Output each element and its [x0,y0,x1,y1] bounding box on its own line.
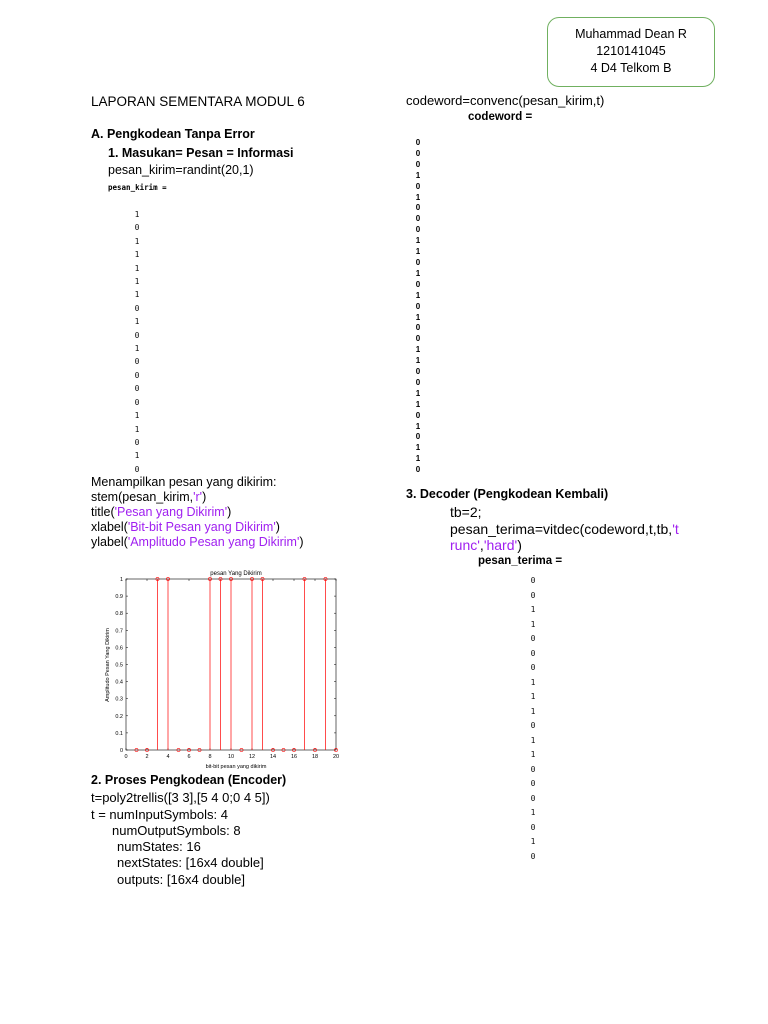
pesan-terima-value: 0 [530,576,536,585]
codeword-value: 1 [415,236,421,246]
codeword-value: 0 [415,432,421,442]
pesan-terima-value: 0 [530,822,536,832]
code-stem [91,490,206,504]
codeword-value: 0 [415,323,421,333]
code-stem-arg: 'r' [193,490,203,504]
chart-xtick-label: 14 [269,754,277,760]
code-ylabel-close: ) [299,535,304,549]
pesan-terima-value: 0 [530,779,536,788]
pesan-kirim-value: 1 [134,210,140,219]
section-a-item1: 1. Masukan= Pesan = Informasi [108,146,294,160]
code-xlabel-arg: 'Bit-bit Pesan yang Dikirim' [127,520,276,534]
pesan-terima-value: 1 [530,750,536,759]
codeword-value: 1 [415,345,421,355]
pesan-kirim-value: 0 [134,437,140,447]
code-vitdec-fn: pesan_terima=vitdec(codeword,t,tb, [450,521,673,537]
pesan-terima-value: 0 [530,634,536,643]
pesan-terima-value: 0 [530,764,536,774]
code-vitdec-arg2: 'hard' [483,537,518,553]
code-title-close: ) [227,505,232,519]
codeword-value: 1 [415,170,421,180]
pesan-kirim-label: pesan_kirim = [108,183,167,192]
code-ylabel-fn: ylabel( [91,535,128,549]
pesan-terima-value: 1 [530,837,536,846]
pesan-kirim-value: 0 [134,397,140,407]
pesan-terima-value: 1 [530,605,536,614]
codeword-value: 0 [415,225,421,235]
codeword-value: 1 [415,268,421,278]
pesan-terima-value: 1 [530,692,536,701]
code-title [91,505,231,519]
pesan-kirim-value: 1 [134,250,140,260]
pesan-kirim-value: 0 [134,464,140,474]
codeword-label: codeword = [468,111,533,123]
pesan-kirim-values [131,208,143,476]
chart-ytick-label: 0.8 [115,611,123,618]
chart-ytick-label: 0.2 [115,713,123,720]
pesan-terima-value: 1 [530,677,536,687]
codeword-value: 1 [415,356,421,366]
chart-xtick-label: 20 [332,754,340,760]
stem-intro: Menampilkan pesan yang dikirim: [91,475,277,489]
chart-xtick-label: 16 [290,754,298,760]
pesan-terima-value: 0 [530,851,536,861]
pesan-kirim-value: 1 [134,451,140,461]
code-stem-fn: stem(pesan_kirim, [91,490,194,504]
codeword-value: 0 [415,367,421,377]
codeword-value: 1 [415,421,421,431]
pesan-terima-value: 0 [530,721,536,730]
pesan-terima-label: pesan_terima = [478,555,563,567]
pesan-terima-value: 0 [530,648,536,658]
trellis-line-1: t = numInputSymbols: 4 [91,807,228,822]
pesan-terima-value: 0 [530,793,536,803]
code-vitdec-cont [450,537,522,553]
pesan-terima-value: 0 [530,590,536,600]
codeword-value: 1 [415,312,421,322]
code-vitdec [450,521,679,537]
code-xlabel-fn: xlabel( [91,520,128,534]
chart-xtick-label: 4 [166,754,170,760]
section-3-heading: 3. Decoder (Pengkodean Kembali) [406,487,609,501]
codeword-value: 0 [415,148,421,158]
code-title-fn: title( [91,505,115,519]
chart-xtick-label: 2 [145,754,149,760]
chart-title: pesan Yang Dikirim [210,571,262,577]
code-ylabel-arg: 'Amplitudo Pesan yang Dikirim' [127,535,300,549]
pesan-kirim-value: 1 [134,344,140,354]
codeword-value: 0 [415,181,421,191]
codeword-value: 1 [415,192,421,202]
chart-ytick-label: 0.7 [115,628,123,635]
section-2-heading: 2. Proses Pengkodean (Encoder) [91,773,287,787]
author-box [547,17,715,87]
pesan-kirim-value: 1 [134,317,140,327]
code-ylabel [91,535,304,549]
author-nim: 1210141045 [596,44,666,58]
trellis-line-4: nextStates: [16x4 double] [117,855,264,870]
pesan-terima-value: 1 [530,735,536,745]
codeword-value: 0 [415,465,421,475]
codeword-value: 0 [415,138,421,147]
pesan-terima-value: 1 [530,808,536,817]
chart-ytick-label: 0.9 [115,594,123,601]
chart-ytick-label: 0.6 [115,645,123,652]
pesan-kirim-value: 1 [134,236,140,246]
pesan-kirim-value: 1 [134,424,140,434]
chart-xtick-label: 18 [311,754,319,760]
chart-xtick-label: 0 [124,754,128,760]
pesan-terima-values [527,574,539,864]
code-xlabel [91,520,280,534]
codeword-value: 0 [415,334,421,344]
code-convenc: codeword=convenc(pesan_kirim,t) [406,93,605,108]
section-a-heading: A. Pengkodean Tanpa Error [91,127,255,141]
chart-xtick-label: 8 [208,754,212,760]
chart-xtick-label: 10 [227,754,235,760]
code-title-arg: 'Pesan yang Dikirim' [114,505,228,519]
page-title: LAPORAN SEMENTARA MODUL 6 [91,94,305,109]
chart-xtick-label: 6 [187,754,191,760]
chart-ytick-label: 0 [119,748,123,754]
trellis-line-3: numStates: 16 [117,839,201,854]
pesan-kirim-value: 1 [134,263,140,273]
code-tb: tb=2; [450,504,482,520]
codeword-value: 0 [415,377,421,387]
pesan-kirim-value: 0 [134,357,140,367]
pesan-kirim-value: 0 [134,384,140,394]
pesan-terima-value: 1 [530,619,536,629]
code-vitdec-close: ) [517,537,522,553]
codeword-value: 1 [415,290,421,300]
codeword-value: 1 [415,247,421,257]
chart-xtick-label: 12 [248,754,256,760]
stem-chart [100,565,350,770]
pesan-kirim-value: 0 [134,330,140,340]
chart-ytick-label: 0.4 [115,679,123,686]
pesan-terima-value: 1 [530,706,536,716]
pesan-kirim-value: 0 [134,223,140,233]
codeword-value: 0 [415,410,421,420]
author-name: Muhammad Dean R [575,27,687,41]
codeword-value: 0 [415,301,421,311]
chart-ylabel: Amplitudo Pesan Yang Dikirim [105,628,111,702]
chart-ytick-label: 0.1 [115,730,123,737]
code-vitdec-comma: , [479,537,484,553]
pesan-terima-value: 0 [530,663,536,672]
code-poly2trellis: t=poly2trellis([3 3],[5 4 0;0 4 5]) [91,790,270,805]
chart-ytick-label: 0.3 [115,696,123,703]
codeword-value: 0 [415,257,421,267]
pesan-kirim-value: 0 [134,303,140,313]
code-vitdec-arg1a: 't [672,521,679,537]
trellis-line-2: numOutputSymbols: 8 [112,823,241,838]
code-xlabel-close: ) [275,520,280,534]
pesan-kirim-value: 1 [134,411,140,421]
author-class: 4 D4 Telkom B [590,61,672,75]
pesan-kirim-value: 1 [134,290,140,300]
chart-xlabel: bit-bit pesan yang dikirim [205,764,267,770]
chart-ytick-label: 1 [119,577,123,583]
code-stem-close: ) [202,490,207,504]
pesan-kirim-value: 0 [134,370,140,380]
codeword-value: 1 [415,388,421,398]
codeword-value: 0 [415,203,421,213]
pesan-kirim-value: 1 [134,277,140,287]
trellis-line-5: outputs: [16x4 double] [117,872,245,887]
codeword-values [412,138,424,476]
code-vitdec-arg1b: runc' [450,537,480,553]
codeword-value: 1 [415,399,421,409]
chart-ytick-label: 0.5 [115,662,123,669]
code-randint: pesan_kirim=randint(20,1) [108,163,254,177]
codeword-value: 1 [415,454,421,464]
codeword-value: 1 [415,443,421,453]
codeword-value: 0 [415,214,421,224]
codeword-value: 0 [415,159,421,169]
codeword-value: 0 [415,279,421,289]
